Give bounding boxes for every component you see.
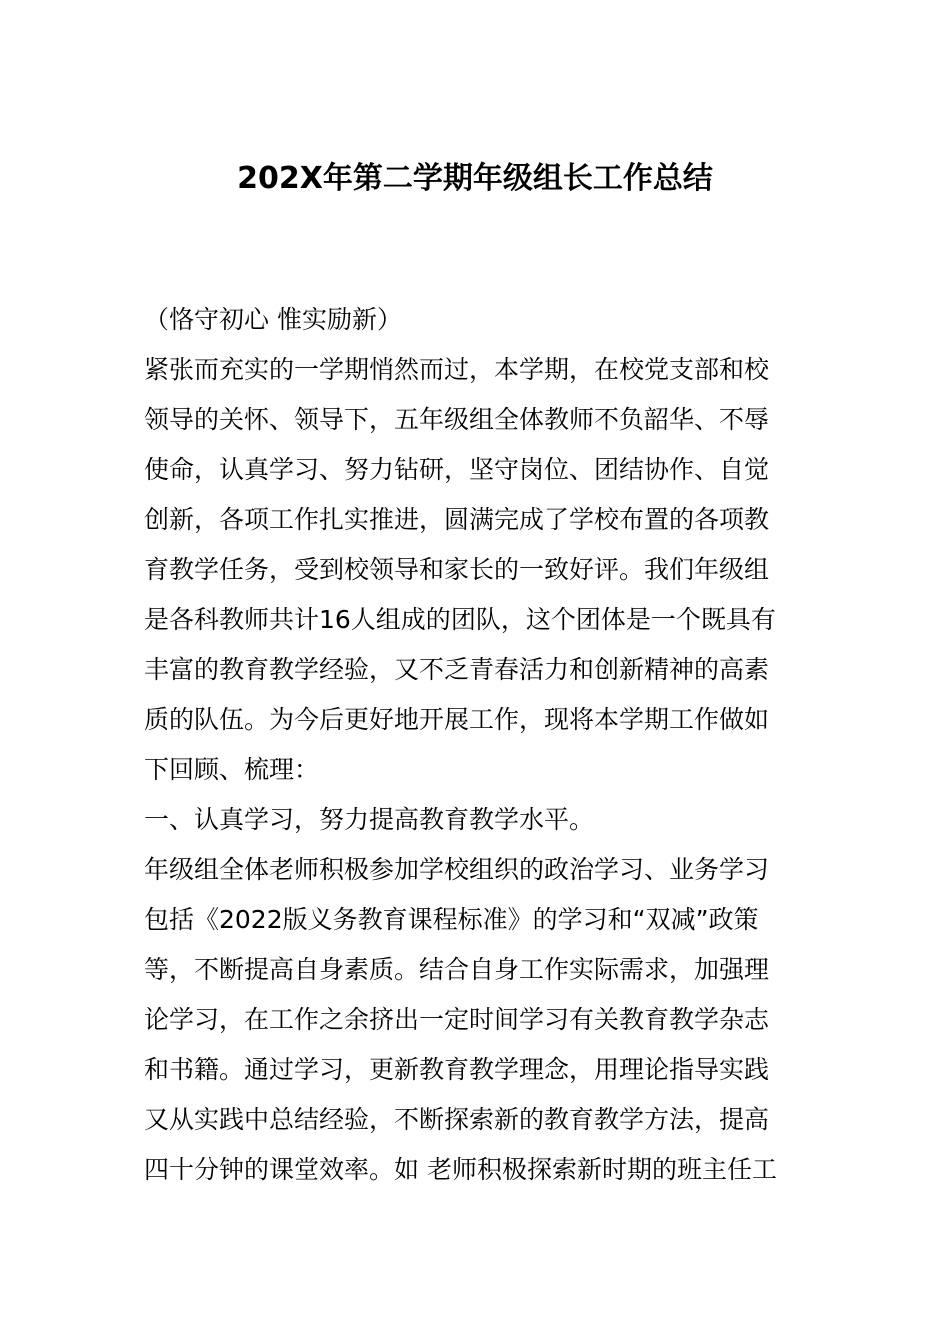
paragraph-line: 又从实践中总结经验，不断探索新的教育教学方法，提高: [144, 1105, 770, 1134]
paragraph-line: 四十分钟的课堂效率。如 老师积极探索新时期的班主任工: [144, 1155, 777, 1184]
document-body: [144, 295, 824, 1195]
paragraph-line: 等，不断提高自身素质。结合自身工作实际需求，加强理: [144, 955, 770, 984]
paragraph-line: 是各科教师共计16人组成的团队，这个团体是一个既具有: [144, 605, 776, 634]
paragraph-line: 丰富的教育教学经验，又不乏青春活力和创新精神的高素: [144, 655, 770, 684]
paragraph-line: 使命，认真学习、努力钻研，坚守岗位、团结协作、自觉: [144, 455, 770, 484]
paragraph-line: 年级组全体老师积极参加学校组织的政治学习、业务学习: [144, 855, 770, 884]
paragraph-line: 质的队伍。为今后更好地开展工作，现将本学期工作做如: [144, 705, 770, 734]
document-title: 202X年第二学期年级组长工作总结: [237, 161, 713, 196]
paragraph-line: 紧张而充实的一学期悄然而过，本学期，在校党支部和校: [144, 355, 770, 384]
section-heading: 一、认真学习，努力提高教育教学水平。: [144, 805, 595, 834]
paragraph-line: 下回顾、梳理：: [144, 755, 320, 784]
paragraph-line: 育教学任务，受到校领导和家长的一致好评。我们年级组: [144, 555, 770, 584]
paragraph-line: 和书籍。通过学习，更新教育教学理念，用理论指导实践: [144, 1055, 770, 1084]
paragraph-line: （恪守初心 惟实励新）: [144, 305, 402, 334]
paragraph-line: 领导的关怀、领导下，五年级组全体教师不负韶华、不辱: [144, 405, 770, 434]
paragraph-line: 包括《2022版义务教育课程标准》的学习和“双减”政策: [144, 905, 759, 934]
paragraph-line: 论学习，在工作之余挤出一定时间学习有关教育教学杂志: [144, 1005, 770, 1034]
paragraph-line: 创新，各项工作扎实推进，圆满完成了学校布置的各项教: [144, 505, 770, 534]
